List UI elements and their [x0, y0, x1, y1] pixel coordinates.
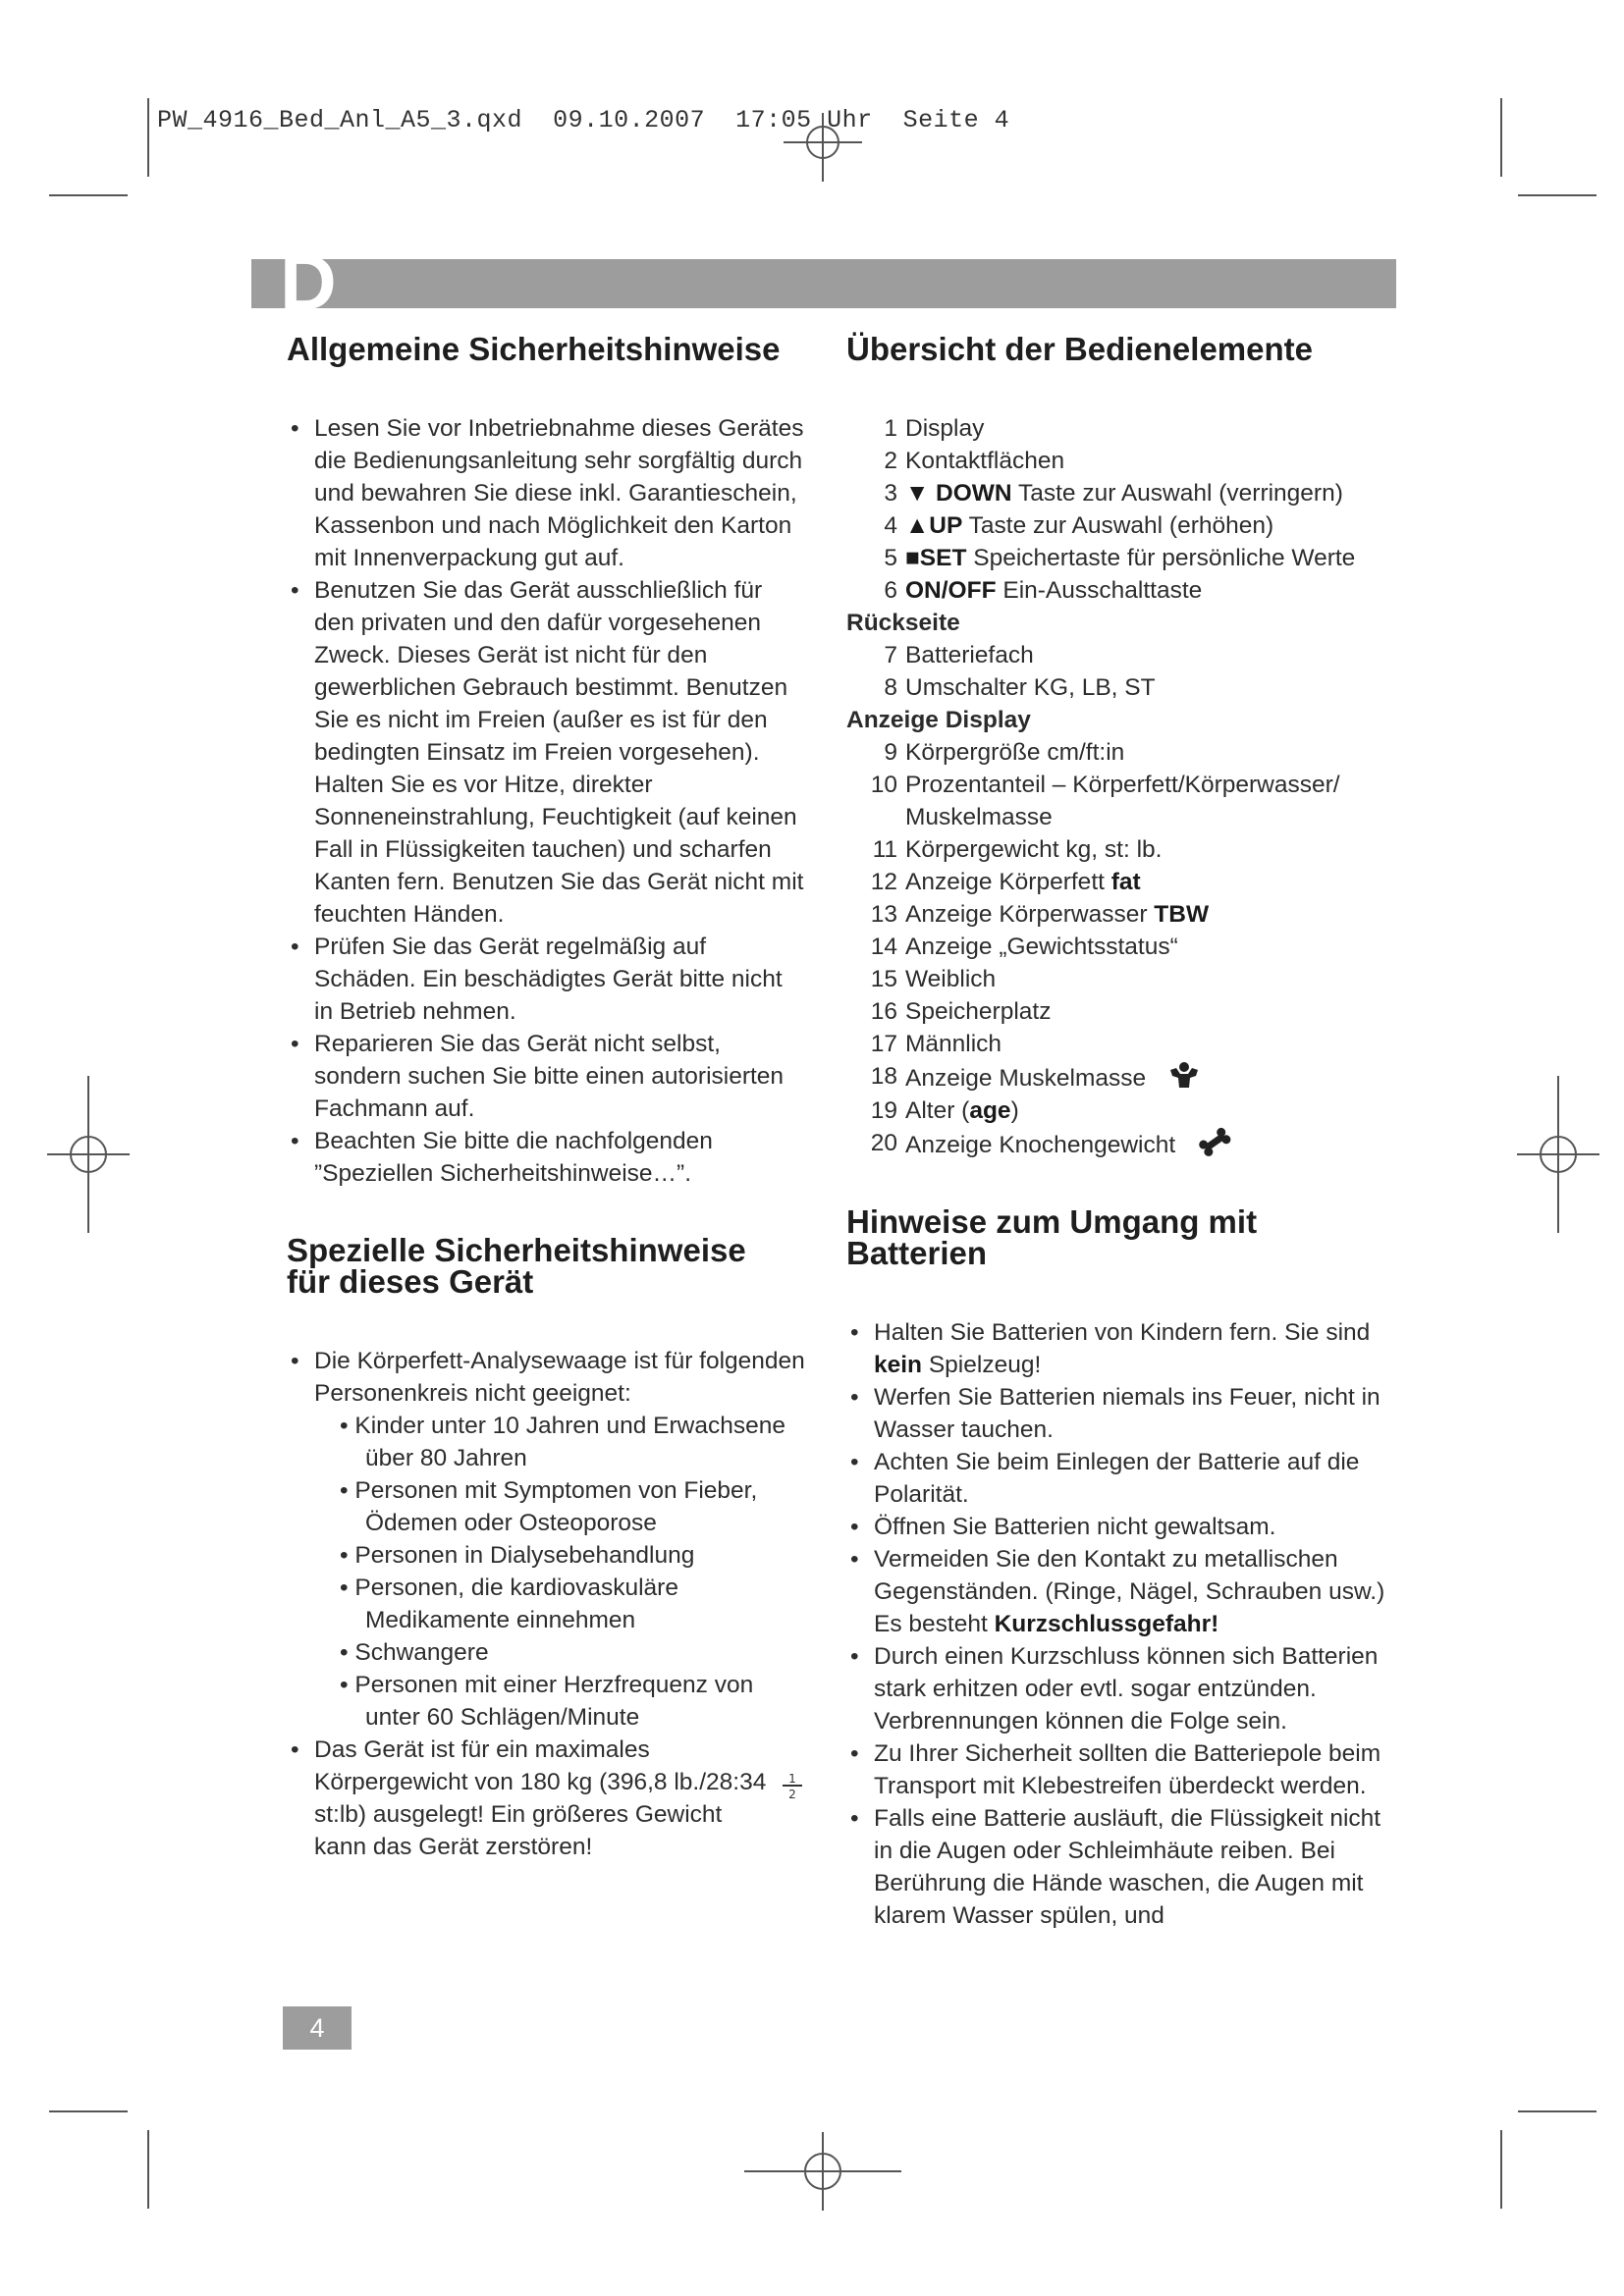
- item-text: Taste zur Auswahl (erhöhen): [962, 512, 1274, 539]
- list-item-text-end: Spielzeug!: [922, 1352, 1042, 1378]
- item-text: Speichertaste für persönliche Werte: [966, 545, 1356, 571]
- item-text: Umschalter KG, LB, ST: [905, 674, 1156, 701]
- item-number: 12: [870, 869, 897, 895]
- emphasis: kein: [874, 1352, 923, 1378]
- list-item: • Beachten Sie bitte die nachfolgenden ”Speziellen Sicherheitshinweise…”.: [287, 1125, 807, 1190]
- list-item: [846, 639, 1396, 671]
- item-number: 3: [884, 480, 897, 507]
- page-number: 4: [283, 2006, 352, 2050]
- list-item: [846, 866, 1396, 898]
- item-number: 15: [870, 966, 897, 992]
- list-item: [846, 509, 1396, 542]
- crop-mark: [1518, 194, 1597, 196]
- list-item: [846, 995, 1396, 1028]
- item-text: Anzeige Körperwasser: [905, 901, 1155, 928]
- battery-list: [846, 1316, 1396, 1932]
- list-item: • Benutzen Sie das Gerät ausschließlich für den privaten und den dafür vorgesehenen Zweck. Dieses Gerät ist nicht für den gewerblichen Gebrauch bestimmt. Benutzen Sie es nicht im Freien (außer es ist für den bedingten Einsatz im Freien vorgesehen). Halten Sie es vor Hitze, direkter Sonneneinstrahlung, Feuchtigkeit (auf keinen Fall in Flüssigkeiten tauchen) und scharfen Kanten fern. Benutzen Sie das Gerät nicht mit feuchten Händen.: [287, 574, 807, 931]
- crop-mark: [1518, 2110, 1597, 2112]
- list-item: [846, 1095, 1396, 1127]
- item-text: Männlich: [905, 1031, 1002, 1057]
- list-item: • Prüfen Sie das Gerät regelmäßig auf Schäden. Ein beschädigtes Gerät bitte nicht in Betrieb nehmen.: [287, 931, 807, 1028]
- list-item: [846, 931, 1396, 963]
- item-text: Weiblich: [905, 966, 997, 992]
- section-title-controls: Übersicht der Bedienelemente: [846, 331, 1313, 367]
- svg-text:2: 2: [788, 1788, 796, 1800]
- item-text: Taste zur Auswahl (verringern): [1011, 480, 1343, 507]
- item-text: Prozentanteil – Körperfett/Körperwasser/ Muskelmasse: [905, 772, 1340, 830]
- on-off-key-label: ON/OFF: [905, 577, 997, 604]
- list-item: [846, 542, 1396, 574]
- right-column: [846, 324, 1396, 1932]
- crop-mark: [1500, 98, 1502, 177]
- crop-mark: [49, 194, 128, 196]
- list-item: [846, 445, 1396, 477]
- list-item: [846, 963, 1396, 995]
- list-item: [287, 1734, 807, 1863]
- age-label: age: [969, 1097, 1011, 1124]
- set-key-label: ■SET: [905, 545, 967, 571]
- title-line: Hinweise zum Umgang mit: [846, 1203, 1258, 1240]
- print-slug: PW_4916_Bed_Anl_A5_3.qxd 09.10.2007 17:05 Uhr Seite 4: [157, 106, 1010, 134]
- subheading-rueckseite: Rückseite: [846, 610, 960, 636]
- sub-list: [314, 1410, 807, 1734]
- language-letter: D: [280, 239, 337, 326]
- list-item: [846, 412, 1396, 445]
- list-item: [846, 1543, 1396, 1640]
- general-safety-list: [287, 412, 807, 1190]
- list-item: • Achten Sie beim Einlegen der Batterie auf die Polarität.: [846, 1446, 1396, 1511]
- section-title-batteries: [846, 1203, 1396, 1271]
- list-item: [846, 671, 1396, 704]
- item-text: Anzeige Muskelmasse: [905, 1065, 1147, 1092]
- item-text: Körpergröße cm/ft:in: [905, 739, 1125, 766]
- list-item: [846, 833, 1396, 866]
- item-number: 7: [884, 642, 897, 668]
- crop-mark: [147, 98, 149, 177]
- list-item: [846, 1028, 1396, 1060]
- special-safety-list: [287, 1345, 807, 1863]
- item-number: 18: [870, 1063, 897, 1090]
- list-item: [846, 769, 1396, 833]
- list-item: [287, 1345, 807, 1734]
- title-line: für dieses Gerät: [287, 1263, 534, 1300]
- item-text: Kontaktflächen: [905, 448, 1065, 474]
- item-text: Anzeige Knochengewicht: [905, 1132, 1176, 1158]
- list-item-text: Das Gerät ist für ein maximales Körpergewicht von 180 kg (396,8 lb./28:34 st:lb) ausgelegt! Ein größeres Gewicht kann das Gerät zerstören!: [314, 1736, 767, 1860]
- list-item: [846, 736, 1396, 769]
- left-column: [287, 324, 807, 1863]
- item-number: 16: [870, 998, 897, 1025]
- item-number: 2: [884, 448, 897, 474]
- list-item: • Öffnen Sie Batterien nicht gewaltsam.: [846, 1511, 1396, 1543]
- item-number: 19: [870, 1097, 897, 1124]
- item-text: Ein-Ausschalttaste: [996, 577, 1203, 604]
- item-text: Anzeige „Gewichtsstatus“: [905, 934, 1178, 960]
- up-key-label: ▲UP: [905, 512, 963, 539]
- item-text: Körpergewicht kg, st: lb.: [905, 836, 1163, 863]
- item-text-end: ): [1010, 1097, 1019, 1124]
- sub-list-item: • Schwangere: [314, 1636, 807, 1669]
- registration-mark-bottom: [744, 2132, 901, 2211]
- item-text: Display: [905, 415, 985, 442]
- list-item: • Falls eine Batterie ausläuft, die Flüssigkeit nicht in die Augen oder Schleimhäute reiben. Bei Berührung die Hände waschen, die Augen mit klarem Wasser spülen, und: [846, 1802, 1396, 1932]
- registration-mark-left: [47, 1076, 130, 1233]
- list-item: • Durch einen Kurzschluss können sich Batterien stark erhitzen oder evtl. sogar entzünden. Verbrennungen können die Folge sein.: [846, 1640, 1396, 1737]
- emphasis: Kurzschlussgefahr!: [994, 1611, 1219, 1637]
- item-number: 1: [884, 415, 897, 442]
- list-item: • Werfen Sie Batterien niemals ins Feuer, nicht in Wasser tauchen.: [846, 1381, 1396, 1446]
- bone-icon: [1196, 1127, 1233, 1156]
- item-text: Anzeige Körperfett: [905, 869, 1111, 895]
- item-number: 9: [884, 739, 897, 766]
- item-number: 4: [884, 512, 897, 539]
- sub-list-item: • Kinder unter 10 Jahren und Erwachsene über 80 Jahren: [314, 1410, 807, 1474]
- list-item: • Zu Ihrer Sicherheit sollten die Batteriepole beim Transport mit Klebestreifen überdeckt werden.: [846, 1737, 1396, 1802]
- sub-list-item: • Personen, die kardiovaskuläre Medikamente einnehmen: [314, 1572, 807, 1636]
- item-number: 14: [870, 934, 897, 960]
- list-item: [846, 1316, 1396, 1381]
- list-item-text: Vermeiden Sie den Kontakt zu metallischen Gegenständen. (Ringe, Nägel, Schrauben usw.) Es besteht: [874, 1546, 1385, 1637]
- stone-fraction-icon: [780, 1771, 805, 1800]
- item-text: Batteriefach: [905, 642, 1034, 668]
- section-title-special-safety: [287, 1232, 807, 1300]
- title-line: Batterien: [846, 1235, 988, 1271]
- item-number: 5: [884, 545, 897, 571]
- sub-list-item: • Personen mit einer Herzfrequenz von unter 60 Schlägen/Minute: [314, 1669, 807, 1734]
- list-item: • Reparieren Sie das Gerät nicht selbst, sondern suchen Sie bitte einen autorisierten Fachmann auf.: [287, 1028, 807, 1125]
- item-text: Speicherplatz: [905, 998, 1052, 1025]
- controls-list: [846, 412, 1396, 1161]
- list-item: [846, 574, 1396, 607]
- list-item-text: Halten Sie Batterien von Kindern fern. Sie sind: [874, 1319, 1371, 1346]
- crop-mark: [49, 2110, 128, 2112]
- list-item: [846, 898, 1396, 931]
- registration-mark-right: [1517, 1076, 1599, 1233]
- tbw-label: TBW: [1154, 901, 1210, 928]
- list-item: [846, 1127, 1396, 1161]
- item-text: Alter (: [905, 1097, 970, 1124]
- sub-list-item: • Personen in Dialysebehandlung: [314, 1539, 807, 1572]
- item-number: 8: [884, 674, 897, 701]
- list-item: [846, 477, 1396, 509]
- title-line: Spezielle Sicherheitshinweise: [287, 1232, 746, 1268]
- muscle-icon: [1166, 1060, 1202, 1090]
- crop-mark: [147, 2130, 149, 2209]
- language-header-bar: [251, 259, 1396, 308]
- down-key-label: ▼ DOWN: [905, 480, 1012, 507]
- svg-text:1: 1: [788, 1772, 796, 1786]
- crop-mark: [1500, 2130, 1502, 2209]
- sub-list-item: • Personen mit Symptomen von Fieber, Ödemen oder Osteoporose: [314, 1474, 807, 1539]
- item-number: 10: [870, 772, 897, 798]
- item-number: 11: [872, 836, 897, 863]
- item-number: 6: [884, 577, 897, 604]
- list-item: [846, 1060, 1396, 1095]
- list-item-text: Die Körperfett-Analysewaage ist für folgenden Personenkreis nicht geeignet:: [314, 1348, 805, 1407]
- subheading-anzeige: Anzeige Display: [846, 707, 1031, 733]
- fat-label: fat: [1110, 869, 1141, 895]
- list-item: • Lesen Sie vor Inbetriebnahme dieses Gerätes die Bedienungsanleitung sehr sorgfältig durch und bewahren Sie diese inkl. Garantieschein, Kassenbon und nach Möglichkeit den Karton mit Innenverpackung gut auf.: [287, 412, 807, 574]
- item-number: 13: [870, 901, 897, 928]
- section-title-general-safety: Allgemeine Sicherheitshinweise: [287, 331, 781, 367]
- item-number: 20: [870, 1130, 897, 1156]
- item-number: 17: [870, 1031, 897, 1057]
